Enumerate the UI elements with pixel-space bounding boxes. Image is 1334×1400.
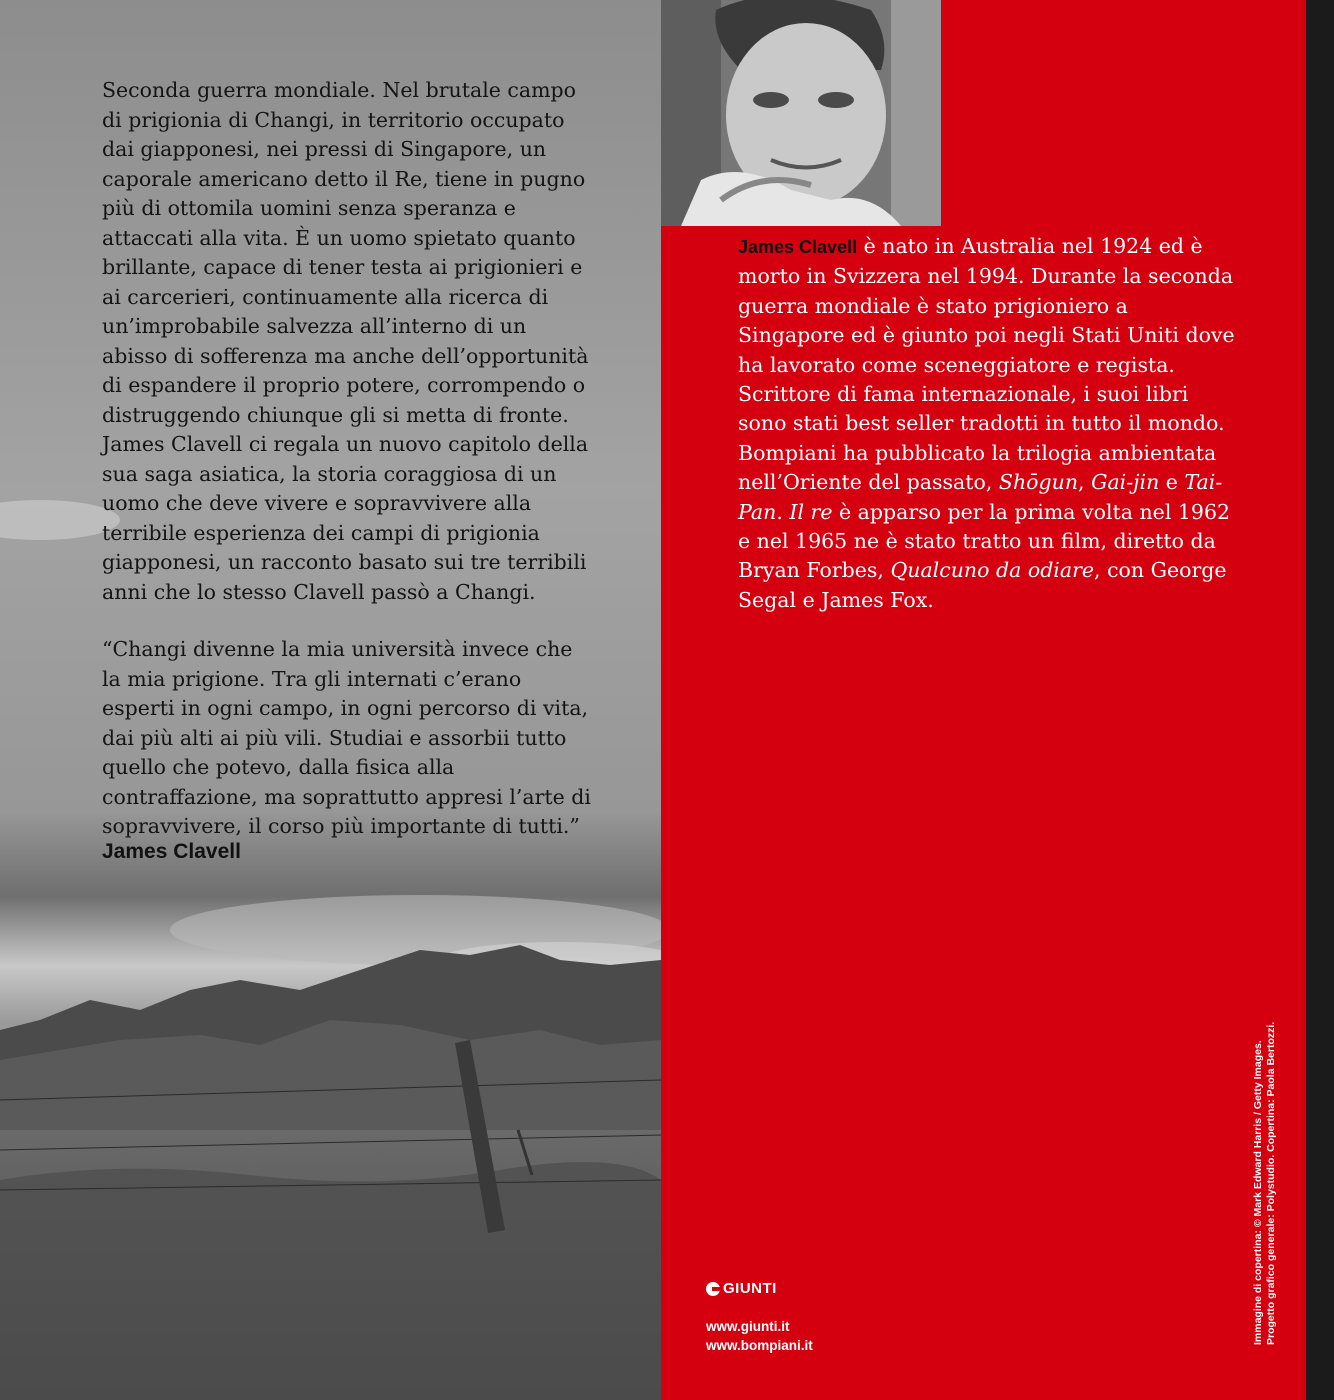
bio-separator-1: , bbox=[1078, 470, 1092, 495]
giunti-url[interactable]: www.giunti.it bbox=[706, 1319, 790, 1334]
giunti-logo bbox=[706, 1280, 813, 1297]
author-bio bbox=[738, 232, 1238, 615]
spine-edge bbox=[1306, 0, 1334, 1400]
author-quote: “Changi divenne la mia università invece che la mia prigione. Tra gli internati c’erano esperti in ogni campo, in ogni percorso di vita, dai più alti ai più vili. Studiai e assorbii tutto quello che potevo, dalla fisica alla contraffazione, ma soprattutto appresi l’arte di sopravvivere, il corso più importante di tutti.” bbox=[102, 637, 591, 838]
author-portrait bbox=[661, 0, 941, 226]
credit-line-1: Immagine di copertina: © Mark Edward Harris / Getty Images. bbox=[1252, 1040, 1264, 1345]
bio-text-1: è nato in Australia nel 1924 ed è morto in Svizzera nel 1994. Durante la seconda guerra mondiale è stato prigioniero a Singapore ed è giunto poi negli Stati Uniti dove ha lavorato come sceneggiatore e regista. Scrittore di fama internazionale, i suoi libri sono stati best seller tradotti in tutto il mondo. Bompiani ha pubblicato la trilogia ambientata nell’Oriente del passato, bbox=[738, 234, 1235, 495]
giunti-logo-text: GIUNTI bbox=[723, 1280, 777, 1297]
publisher-block bbox=[706, 1280, 813, 1355]
credit-line-2: Progetto grafico generale: Polystudio. Copertina: Paola Bertozzi. bbox=[1265, 1021, 1277, 1345]
cover-photo-panel bbox=[0, 0, 661, 1400]
bio-text-3: , con George Segal e James Fox. bbox=[738, 558, 1227, 612]
bompiani-url[interactable]: www.bompiani.it bbox=[706, 1338, 813, 1353]
back-cover-blurb: Seconda guerra mondiale. Nel brutale campo di prigionia di Changi, in territorio occupato dai giapponesi, nei pressi di Singapore, un caporale americano detto il Re, tiene in pugno più di ottomila uomini senza speranza e attaccati alla vita. È un uomo spietato quanto brillante, capace di tener testa ai prigionieri e ai carcerieri, continuamente alla ricerca di un’improbabile salvezza all’interno di un abisso di sofferenza ma anche dell’opportunità di espandere il proprio potere, corrompendo o distruggendo chiunque gli si metta di fronte. James Clavell ci regala un nuovo capitolo della sua saga asiatica, la storia coraggiosa di un uomo che deve vivere e sopravvivere alla terribile esperienza dei campi di prigionia giapponesi, un racconto basato sui tre terribili anni che lo stesso Clavell passò a Changi. bbox=[102, 78, 589, 604]
giunti-logo-icon bbox=[706, 1282, 720, 1296]
book-title-gaijin: Gai-jin bbox=[1091, 470, 1160, 495]
quote-author: James Clavell bbox=[102, 840, 241, 863]
author-photo-icon bbox=[661, 0, 941, 226]
film-title: Qualcuno da odiare bbox=[890, 558, 1095, 583]
book-title-il-re: Il re bbox=[789, 499, 833, 524]
bio-separator-3: . bbox=[776, 499, 790, 524]
book-title-taipan: Tai-Pan bbox=[738, 470, 1223, 524]
author-name: James Clavell bbox=[738, 237, 858, 257]
image-credits bbox=[1252, 1022, 1278, 1345]
bio-separator-2: e bbox=[1159, 470, 1185, 495]
book-title-shogun: Shōgun bbox=[998, 470, 1079, 495]
bio-text-2: è apparso per la prima volta nel 1962 e nel 1965 ne è stato tratto un film, diretto da Bryan Forbes, bbox=[738, 499, 1231, 583]
